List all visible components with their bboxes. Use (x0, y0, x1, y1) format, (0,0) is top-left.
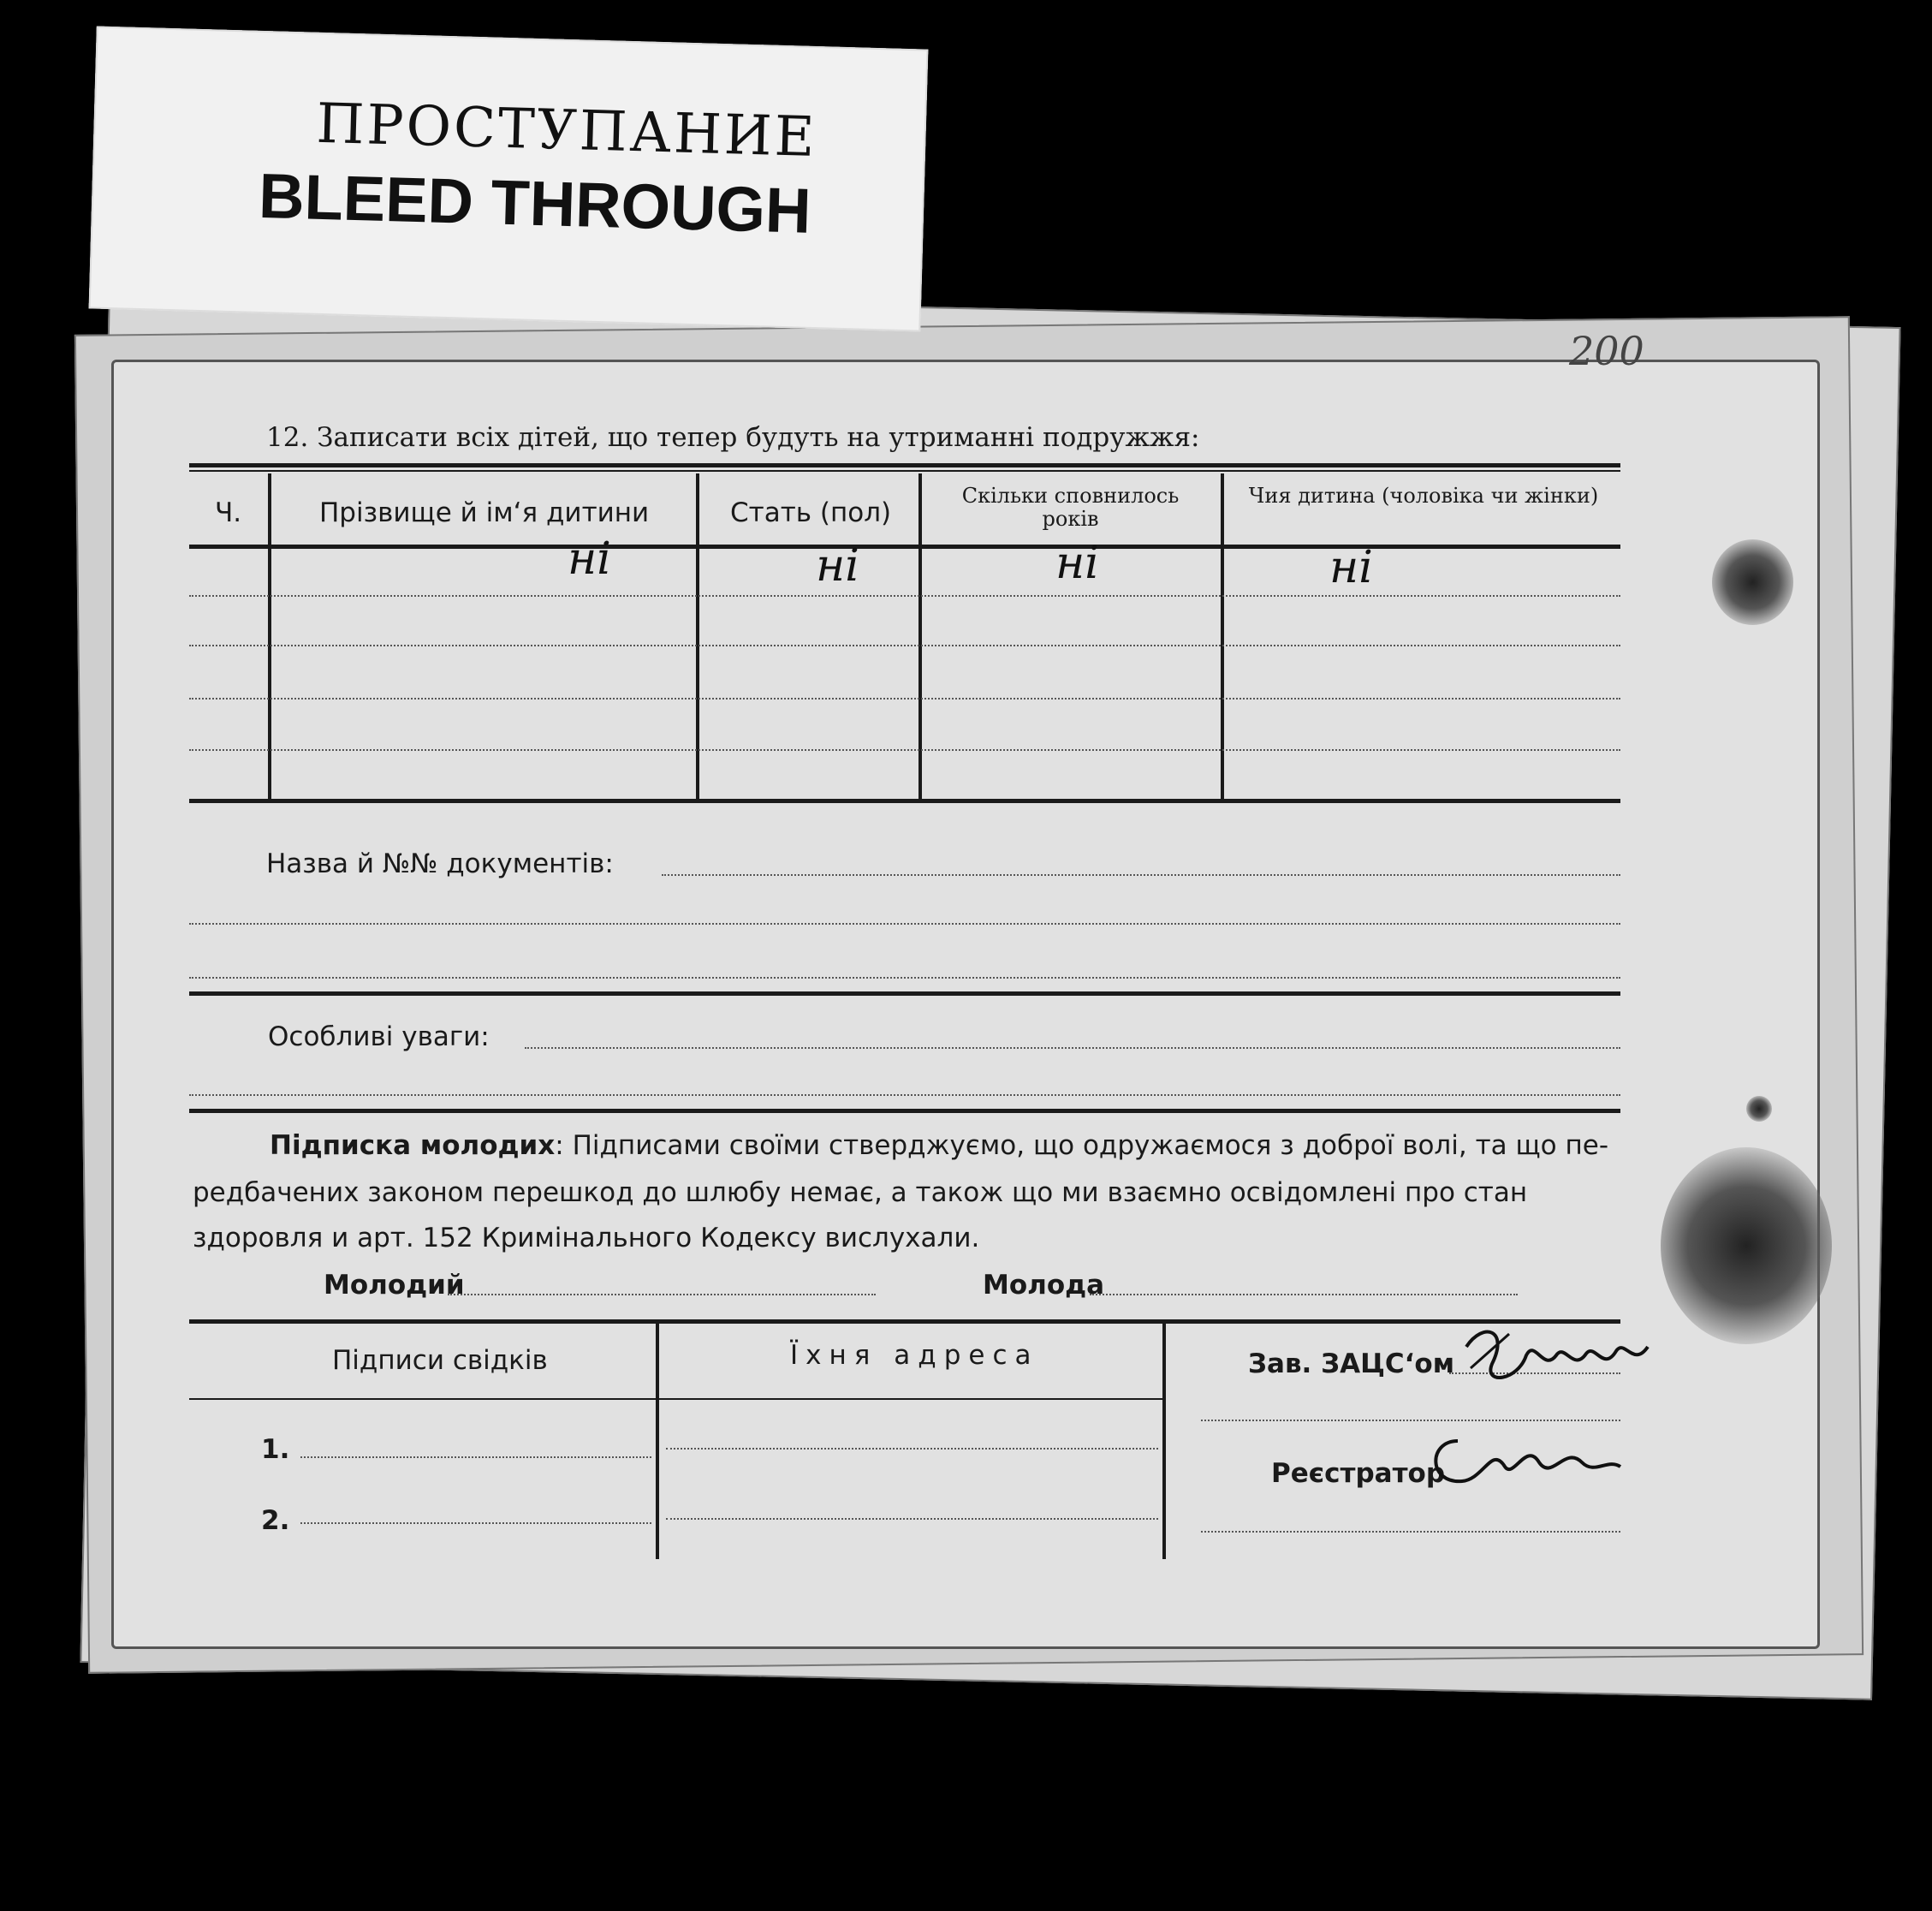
section-12-title: 12. Записати всіх дітей, що тепер будуть на утриманні подружжя: (266, 422, 1200, 453)
entry-child-name: ні (568, 533, 611, 585)
witness-2-address-line (666, 1518, 1158, 1520)
witness-2-line (300, 1522, 651, 1524)
signature-paragraph-line-3: здоровля и арт. 152 Кримінального Кодексу вислухали. (193, 1223, 980, 1253)
table-col-divider-2 (696, 473, 699, 801)
bride-label: Молода (983, 1270, 1105, 1301)
ink-stain-lower (1661, 1147, 1832, 1344)
documents-label: Назва й №№ документів: (266, 848, 614, 879)
registrar-signature-scrawl (1424, 1428, 1629, 1497)
witness-1-number: 1. (261, 1434, 290, 1465)
label-english-text: BLEED THROUGH (258, 159, 812, 247)
registrar-line-2 (1201, 1531, 1620, 1533)
table-row-line-4 (189, 749, 1620, 751)
witness-1-line (300, 1456, 651, 1458)
witnesses-header: Підписи свідків (332, 1345, 548, 1376)
notes-label: Особливі уваги: (268, 1021, 490, 1052)
documents-line-3 (189, 977, 1620, 979)
header-sex: Стать (пол) (730, 497, 892, 528)
marriage-record-form (111, 328, 1820, 1649)
notes-line-2 (189, 1094, 1620, 1096)
witness-col-divider-1 (656, 1319, 659, 1559)
signature-paragraph-line-1 (270, 1130, 1608, 1161)
table-col-divider-3 (918, 473, 922, 801)
witness-col-divider-2 (1162, 1319, 1166, 1559)
header-number: Ч. (215, 497, 242, 528)
table-row-line-3 (189, 698, 1620, 700)
ink-stain-small (1746, 1096, 1772, 1122)
bleed-through-label-card (89, 26, 929, 331)
head-signature-line-2 (1201, 1420, 1620, 1421)
documents-line-2 (189, 923, 1620, 925)
header-age: Скільки сповнилось років (961, 484, 1180, 531)
label-russian-text: ПРОСТУПАНИЕ (315, 92, 818, 170)
table-row-line-2 (189, 645, 1620, 646)
signature-paragraph-line-2: редбачених законом перешкод до шлюбу немає, а також що ми взаємно освідомлені про стан (193, 1177, 1528, 1208)
registrar-label: Реєстратор (1271, 1458, 1446, 1489)
table-header-rule (189, 545, 1620, 549)
witness-header-rule (189, 1398, 1162, 1400)
entry-whose-child: ні (1329, 542, 1373, 593)
signature-text-1: : Підписами своїми стверджуємо, що одружаємося з доброї волі, та що пе- (555, 1130, 1609, 1161)
table-top-rule-2 (189, 470, 1620, 472)
header-child-name: Прізвище й ім‘я дитини (319, 497, 650, 528)
head-signature-scrawl (1458, 1321, 1655, 1398)
header-whose-child: Чия дитина (чоловіка чи жінки) (1248, 484, 1599, 508)
entry-sex: ні (816, 540, 859, 592)
ink-stain-upper (1712, 539, 1793, 625)
bride-signature-line (1090, 1294, 1518, 1295)
witness-1-address-line (666, 1448, 1158, 1450)
groom-label: Молодий (324, 1270, 465, 1301)
table-bottom-rule (189, 799, 1620, 803)
page-number: 200 (1569, 328, 1644, 374)
table-row-line-1 (189, 595, 1620, 597)
notes-bottom-rule (189, 1109, 1620, 1113)
documents-bottom-rule (189, 991, 1620, 996)
table-col-divider-1 (268, 473, 271, 801)
groom-signature-line (448, 1294, 876, 1295)
table-top-rule (189, 463, 1620, 467)
witness-table-top-rule (189, 1319, 1620, 1324)
documents-line-1 (662, 874, 1620, 876)
table-col-divider-4 (1221, 473, 1224, 801)
head-of-registry-label: Зав. ЗАЦС‘ом (1248, 1348, 1455, 1379)
witness-2-number: 2. (261, 1505, 290, 1536)
signature-title: Підписка молодих (270, 1130, 556, 1161)
notes-line-1 (525, 1047, 1620, 1049)
address-header: Їхня адреса (790, 1340, 1039, 1371)
entry-age: ні (1055, 538, 1099, 589)
